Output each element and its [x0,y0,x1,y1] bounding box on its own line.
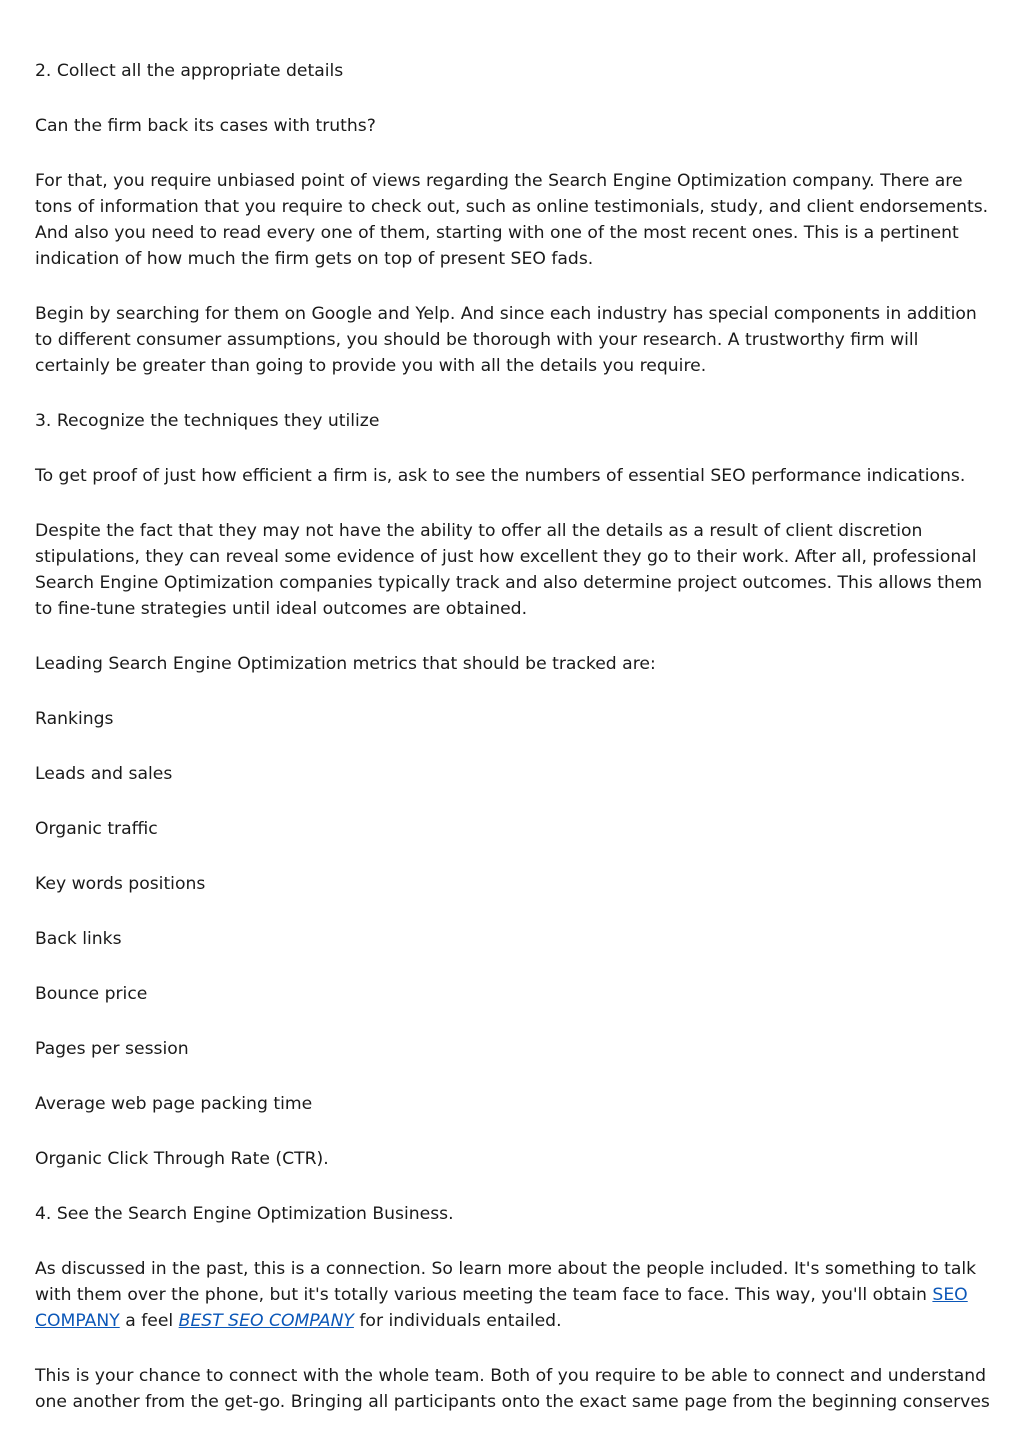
paragraph: To get proof of just how efficient a firm is, ask to see the numbers of essential SEO performance indications. [35,466,966,486]
paragraph: Leading Search Engine Optimization metrics that should be tracked are: [35,654,656,674]
metric-item: Rankings [35,709,114,729]
paragraph-with-links [35,1256,995,1334]
article-body [35,58,995,1444]
metric-item: Leads and sales [35,764,173,784]
metric-item: Key words positions [35,874,206,894]
metric-item: Organic Click Through Rate (CTR). [35,1149,329,1169]
paragraph: For that, you require unbiased point of views regarding the Search Engine Optimization company. There are tons of information that you require to check out, such as online testimonials, study, and client endorsements. And also you need to read every one of them, starting with one of the most recent ones. This is a pertinent indication of how much the firm gets on top of present SEO fads. [35,171,989,269]
metric-item: Average web page packing time [35,1094,313,1114]
metric-item: Back links [35,929,122,949]
paragraph-text: a feel [119,1311,179,1331]
paragraph: Despite the fact that they may not have the ability to offer all the details as a result of client discretion stipulations, they can reveal some evidence of just how excellent they go to their work. After all, professional Search Engine Optimization companies typically track and also determine project outcomes. This allows them to fine-tune strategies until ideal outcomes are obtained. [35,521,983,619]
paragraph: This is your chance to connect with the whole team. Both of you require to be able to connect and understand one another from the get-go. Bringing all participants onto the exact same page from the beginning conserves [35,1366,990,1412]
paragraph-text: As discussed in the past, this is a connection. So learn more about the people included. It's something to talk with them over the phone, but it's totally various meeting the team face to face. This way, you'll obtain [35,1259,977,1305]
section-heading-4: 4. See the Search Engine Optimization Business. [35,1204,454,1224]
paragraph-text: for individuals entailed. [353,1311,562,1331]
metric-item: Pages per session [35,1039,189,1059]
paragraph: Can the firm back its cases with truths? [35,116,376,136]
section-heading-3: 3. Recognize the techniques they utilize [35,411,380,431]
paragraph: Begin by searching for them on Google and Yelp. And since each industry has special components in addition to different consumer assumptions, you should be thorough with your research. A trustworthy firm will certainly be greater than going to provide you with all the details you require. [35,304,977,376]
section-heading-2: 2. Collect all the appropriate details [35,61,344,81]
metric-item: Organic traffic [35,819,158,839]
metric-item: Bounce price [35,984,148,1004]
seo-company-link[interactable]: SEO COMPANY [35,1285,968,1331]
best-seo-company-link[interactable]: BEST SEO COMPANY [178,1311,354,1331]
